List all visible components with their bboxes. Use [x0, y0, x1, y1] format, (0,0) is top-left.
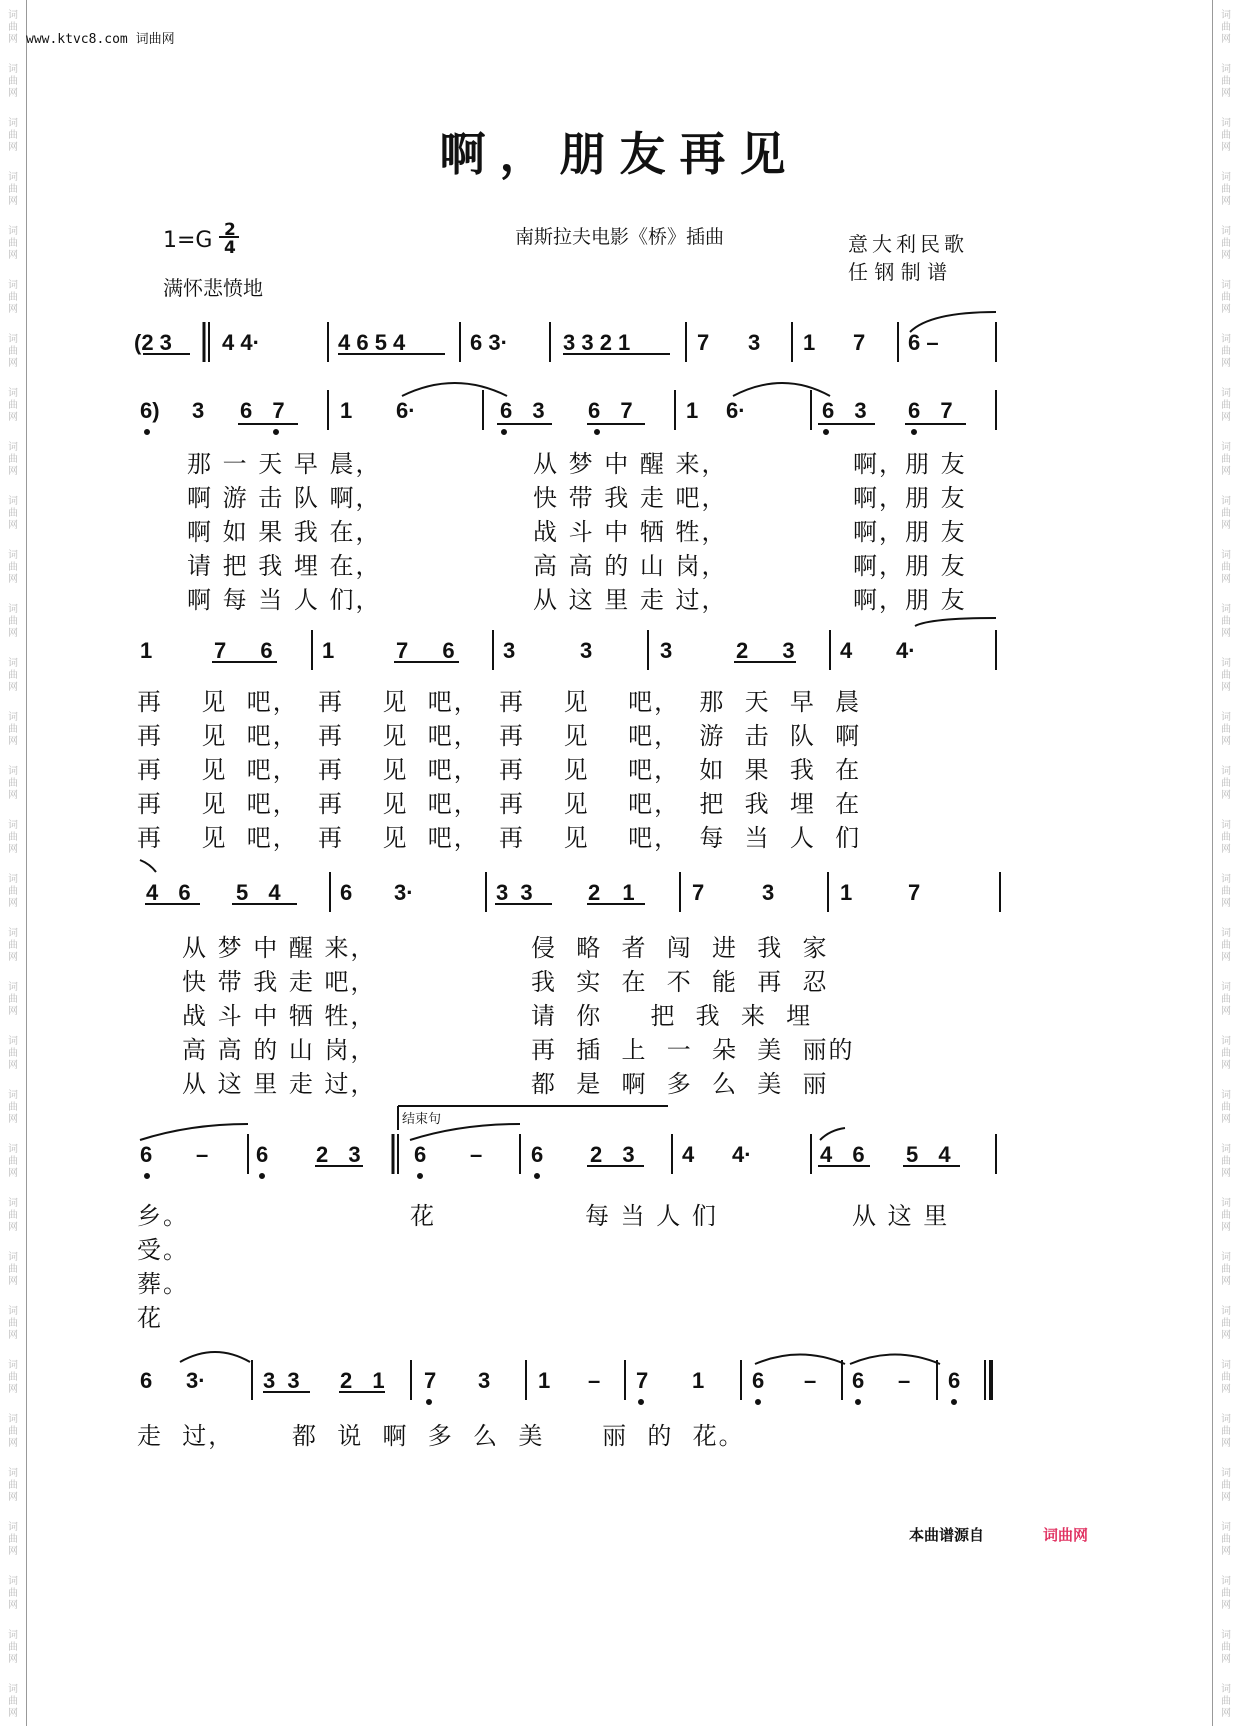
- lyric-line: 战 斗 中 牺 牲，: [533, 518, 728, 546]
- watermark-text: 词 曲 网: [8, 1522, 18, 1557]
- lyric-line: 从 这 里 走 过，: [182, 1070, 377, 1098]
- note: 5 4: [236, 880, 281, 905]
- lyric-line: 从 这 里 走 过，: [533, 586, 728, 614]
- watermark-text: 词 曲 网: [1221, 1414, 1231, 1449]
- watermark-text: 词 曲 网: [8, 928, 18, 963]
- watermark-text: 词 曲 网: [1221, 928, 1231, 963]
- note: 3·: [186, 1368, 206, 1393]
- watermark-text: 词 曲 网: [1221, 172, 1231, 207]
- ending-label: 结束句: [402, 1112, 442, 1127]
- lyric-line: 啊，朋 友: [853, 518, 967, 546]
- source-note: 本曲谱源自: [909, 1526, 985, 1544]
- note: 3: [748, 330, 761, 355]
- note: 1: [692, 1368, 705, 1393]
- watermark-text: 词 曲 网: [1221, 604, 1231, 639]
- note: 3 3: [496, 880, 533, 905]
- watermark-text: 词 曲 网: [8, 1144, 18, 1179]
- note: 2 3: [316, 1142, 361, 1167]
- note: –: [470, 1142, 483, 1167]
- lyric-line: 从 梦 中 醒 来，: [533, 450, 728, 478]
- watermark-text: 词 曲 网: [1221, 1090, 1231, 1125]
- note: 2 3: [736, 638, 795, 663]
- note: 6 7: [908, 398, 953, 423]
- note: 1: [538, 1368, 551, 1393]
- lyric-line: 再 见 吧， 再 见 吧， 再 见 吧， 游 击 队 啊: [137, 722, 862, 750]
- note: 4 6: [820, 1142, 865, 1167]
- lyric-line: 请 把 我 埋 在，: [187, 552, 382, 580]
- watermark-text: 词 曲 网: [8, 388, 18, 423]
- lyric-line: 请 你 把 我 来 埋: [531, 1002, 813, 1030]
- note: 6: [256, 1142, 269, 1167]
- watermark-text: 词 曲 网: [1221, 334, 1231, 369]
- watermark-text: 词 曲 网: [1221, 1036, 1231, 1071]
- watermark-text: 词 曲 网: [1221, 118, 1231, 153]
- lyric-line: 那 一 天 早 晨，: [187, 450, 382, 478]
- watermark-text: 词 曲 网: [8, 1036, 18, 1071]
- note: –: [588, 1368, 601, 1393]
- note: 4 6 5 4: [338, 330, 406, 355]
- note: –: [804, 1368, 817, 1393]
- watermark-text: 词 曲 网: [1221, 1144, 1231, 1179]
- note: 3: [660, 638, 673, 663]
- note: 6 7: [588, 398, 633, 423]
- watermark-text: 词 曲 网: [8, 334, 18, 369]
- lyric-line: 从 这 里: [852, 1202, 950, 1230]
- lyric-line: 高 高 的 山 岗，: [533, 552, 728, 580]
- watermark-text: 词 曲 网: [8, 820, 18, 855]
- watermark-text: 词 曲 网: [1221, 1468, 1231, 1503]
- watermark-text: 词 曲 网: [1221, 550, 1231, 585]
- lyric-line: 啊，朋 友: [853, 586, 967, 614]
- tempo-mark: 满怀悲愤地: [163, 276, 263, 300]
- watermark-text: 词 曲 网: [1221, 982, 1231, 1017]
- note: 5 4: [906, 1142, 951, 1167]
- watermark-text: 词 曲 网: [1221, 712, 1231, 747]
- note: 3 3 2 1: [563, 330, 631, 355]
- watermark-text: 词 曲 网: [1221, 874, 1231, 909]
- song-subtitle: 南斯拉夫电影《桥》插曲: [514, 226, 724, 248]
- watermark-text: 词 曲 网: [1221, 1360, 1231, 1395]
- watermark-text: 词 曲 网: [8, 496, 18, 531]
- watermark-text: 词 曲 网: [8, 1576, 18, 1611]
- watermark-text: 词 曲 网: [1221, 1198, 1231, 1233]
- watermark-text: 词 曲 网: [1221, 496, 1231, 531]
- key-signature: 1=G: [163, 228, 213, 253]
- watermark-text: 词 曲 网: [8, 766, 18, 801]
- lyric-line: 啊 每 当 人 们，: [187, 586, 382, 614]
- lyric-line: 从 梦 中 醒 来，: [182, 934, 377, 962]
- note: 7: [853, 330, 866, 355]
- song-title: 啊，朋友再见: [439, 127, 800, 181]
- note: 2 1: [340, 1368, 385, 1393]
- watermark-text: 词 曲 网: [8, 172, 18, 207]
- watermark-text: 词 曲 网: [1221, 226, 1231, 261]
- watermark-text: 词 曲 网: [8, 1630, 18, 1665]
- song-arranger: 任 钢 制 谱: [848, 260, 948, 284]
- note: 3: [478, 1368, 491, 1393]
- lyric-line: 啊，朋 友: [853, 552, 967, 580]
- note: 6: [414, 1142, 427, 1167]
- song-origin: 意大利民歌: [848, 232, 968, 256]
- note: 6 –: [908, 330, 939, 355]
- lyric-line: 啊，朋 友: [853, 484, 967, 512]
- lyric-line: 花: [137, 1304, 163, 1332]
- time-signature-top: 2: [224, 220, 236, 240]
- note: 1: [840, 880, 853, 905]
- watermark-text: 词 曲 网: [1221, 1576, 1231, 1611]
- note: –: [898, 1368, 911, 1393]
- watermark-text: 词 曲 网: [8, 64, 18, 99]
- note: 6: [140, 1142, 153, 1167]
- lyric-line: 葬。: [137, 1270, 189, 1298]
- lyric-line: 啊 游 击 队 啊，: [187, 484, 382, 512]
- lyric-line: 再 插 上 一 朵 美 丽的: [531, 1036, 855, 1064]
- lyric-line: 走 过， 都 说 啊 多 么 美 丽 的 花。: [137, 1422, 745, 1450]
- note: 6): [140, 398, 160, 423]
- watermark-text: 词 曲 网: [1221, 10, 1231, 45]
- lyric-line: 战 斗 中 牺 牲，: [182, 1002, 377, 1030]
- lyric-line: 我 实 在 不 能 再 忍: [531, 968, 829, 996]
- note: 4: [840, 638, 853, 663]
- watermark-text: 词 曲 网: [1221, 820, 1231, 855]
- note: 6: [948, 1368, 961, 1393]
- note: 1: [322, 638, 335, 663]
- note: 6: [852, 1368, 865, 1393]
- note: 7: [424, 1368, 437, 1393]
- watermark-text: 词 曲 网: [1221, 280, 1231, 315]
- watermark-text: 词 曲 网: [1221, 1306, 1231, 1341]
- watermark-text: 词 曲 网: [8, 442, 18, 477]
- lyric-line: 每 当 人 们: [585, 1202, 718, 1230]
- watermark-text: 词 曲 网: [8, 712, 18, 747]
- watermark-text: 词 曲 网: [1221, 1684, 1231, 1719]
- note: 7 6: [396, 638, 455, 663]
- watermark-text: 词 曲 网: [1221, 1630, 1231, 1665]
- note: 1: [140, 638, 153, 663]
- note: 4·: [896, 638, 916, 663]
- watermark-text: 词 曲 网: [8, 226, 18, 261]
- note: 1: [803, 330, 816, 355]
- note: 3: [762, 880, 775, 905]
- lyric-line: 乡。: [137, 1202, 189, 1230]
- watermark-text: 词 曲 网: [8, 604, 18, 639]
- note: 2 1: [588, 880, 635, 905]
- lyric-line: 再 见 吧， 再 见 吧， 再 见 吧， 那 天 早 晨: [137, 688, 862, 716]
- watermark-text: 词 曲 网: [8, 550, 18, 585]
- note: 3: [580, 638, 593, 663]
- watermark-text: 词 曲 网: [8, 1684, 18, 1719]
- note: 6: [752, 1368, 765, 1393]
- note: 7 6: [214, 638, 273, 663]
- note: 3: [192, 398, 205, 423]
- watermark-text: 词 曲 网: [1221, 658, 1231, 693]
- watermark-text: 词 曲 网: [8, 1360, 18, 1395]
- watermark-text: 词 曲 网: [1221, 1522, 1231, 1557]
- watermark-text: 词 曲 网: [1221, 766, 1231, 801]
- note: 6: [531, 1142, 544, 1167]
- watermark-text: 词 曲 网: [8, 1252, 18, 1287]
- note: 6·: [726, 398, 746, 423]
- note: –: [196, 1142, 209, 1167]
- note: 6: [140, 1368, 153, 1393]
- note: 6 3·: [470, 330, 508, 355]
- watermark-text: 词 曲 网: [1221, 1252, 1231, 1287]
- note: (2 3: [134, 330, 172, 355]
- lyric-line: 再 见 吧， 再 见 吧， 再 见 吧， 把 我 埋 在: [137, 790, 862, 818]
- note: 3: [503, 638, 516, 663]
- watermark-text: 词 曲 网: [8, 1090, 18, 1125]
- note: 6·: [396, 398, 416, 423]
- note: 7: [692, 880, 705, 905]
- note: 7: [697, 330, 710, 355]
- watermark-text: 词 曲 网: [1221, 388, 1231, 423]
- lyric-line: 高 高 的 山 岗，: [182, 1036, 377, 1064]
- note: 6 3: [822, 398, 867, 423]
- note: 6 3: [500, 398, 545, 423]
- note: 1: [686, 398, 699, 423]
- note: 4 4·: [222, 330, 260, 355]
- note: 6 7: [240, 398, 285, 423]
- note: 4: [682, 1142, 695, 1167]
- note: 2 3: [590, 1142, 635, 1167]
- watermark-text: 词 曲 网: [8, 982, 18, 1017]
- note: 7: [636, 1368, 649, 1393]
- watermark-text: 词 曲 网: [8, 1468, 18, 1503]
- lyric-line: 啊 如 果 我 在，: [187, 518, 382, 546]
- note: 3 3: [263, 1368, 300, 1393]
- site-url: www.ktvc8.com 词曲网: [26, 32, 175, 47]
- brand-logo: 词曲网: [1043, 1526, 1089, 1544]
- lyric-line: 再 见 吧， 再 见 吧， 再 见 吧， 每 当 人 们: [137, 824, 862, 852]
- watermark-text: 词 曲 网: [8, 874, 18, 909]
- watermark-text: 词 曲 网: [8, 1414, 18, 1449]
- note: 4·: [732, 1142, 752, 1167]
- lyric-line: 受。: [137, 1236, 189, 1264]
- watermark-text: 词 曲 网: [8, 10, 18, 45]
- note: 3·: [394, 880, 414, 905]
- lyric-line: 快 带 我 走 吧，: [182, 968, 377, 996]
- note: 4 6: [146, 880, 191, 905]
- watermark-text: 词 曲 网: [8, 118, 18, 153]
- note: 7: [908, 880, 921, 905]
- note: 1: [340, 398, 353, 423]
- lyric-line: 侵 略 者 闯 进 我 家: [531, 934, 829, 962]
- watermark-text: 词 曲 网: [1221, 442, 1231, 477]
- watermark-text: 词 曲 网: [8, 1198, 18, 1233]
- lyric-line: 都 是 啊 多 么 美 丽: [531, 1070, 829, 1098]
- lyric-line: 快 带 我 走 吧，: [533, 484, 728, 512]
- lyric-line: 再 见 吧， 再 见 吧， 再 见 吧， 如 果 我 在: [137, 756, 862, 784]
- time-signature-bottom: 4: [224, 238, 236, 258]
- lyric-line: 花: [410, 1202, 436, 1230]
- watermark-text: 词 曲 网: [8, 1306, 18, 1341]
- lyric-line: 啊，朋 友: [853, 450, 967, 478]
- note: 6: [340, 880, 353, 905]
- watermark-text: 词 曲 网: [1221, 64, 1231, 99]
- watermark-text: 词 曲 网: [8, 280, 18, 315]
- watermark-text: 词 曲 网: [8, 658, 18, 693]
